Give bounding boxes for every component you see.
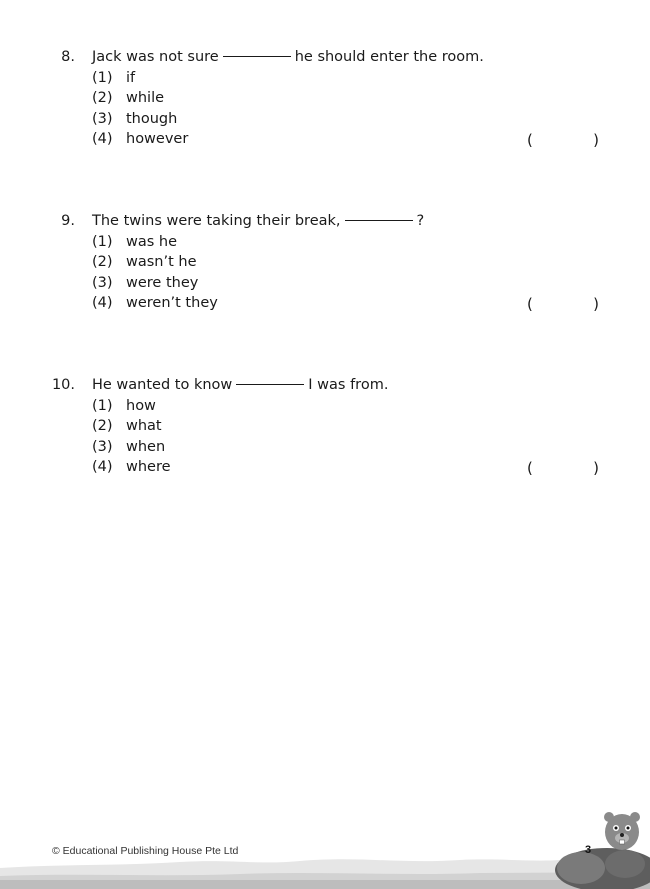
option-10-4: (4) where bbox=[92, 459, 171, 475]
option-9-1: (1) was he bbox=[92, 234, 178, 250]
stem-text-after: I was from. bbox=[308, 377, 389, 393]
answer-blank bbox=[236, 383, 304, 385]
option-8-4: (4) however bbox=[92, 131, 189, 147]
stem-text-before: He wanted to know bbox=[92, 377, 233, 393]
question-stem bbox=[92, 47, 484, 67]
stem-text-after: he should enter the room. bbox=[294, 49, 484, 65]
question-number: 10. bbox=[51, 377, 75, 393]
option-8-3: (3) though bbox=[92, 111, 178, 127]
answer-blank bbox=[345, 219, 413, 221]
page-number: 3 bbox=[584, 844, 592, 856]
option-9-2: (2) wasn’t he bbox=[92, 254, 197, 270]
answer-blank bbox=[223, 55, 291, 57]
question-stem bbox=[92, 375, 388, 395]
question-stem bbox=[92, 211, 424, 231]
question-number: 8. bbox=[61, 49, 75, 65]
option-10-3: (3) when bbox=[92, 439, 166, 455]
stem-text-before: The twins were taking their break, bbox=[92, 213, 341, 229]
stem-text-after: ? bbox=[416, 213, 425, 229]
beaver-mascot-icon bbox=[545, 808, 650, 889]
option-9-4: (4) weren’t they bbox=[92, 295, 218, 311]
copyright-footer: © Educational Publishing House Pte Ltd bbox=[52, 845, 239, 857]
option-9-3: (3) were they bbox=[92, 275, 199, 291]
option-8-1: (1) if bbox=[92, 70, 136, 86]
option-8-2: (2) while bbox=[92, 90, 165, 106]
option-10-2: (2) what bbox=[92, 418, 162, 434]
question-number: 9. bbox=[61, 213, 75, 229]
stem-text-before: Jack was not sure bbox=[92, 49, 219, 65]
option-10-1: (1) how bbox=[92, 398, 156, 414]
